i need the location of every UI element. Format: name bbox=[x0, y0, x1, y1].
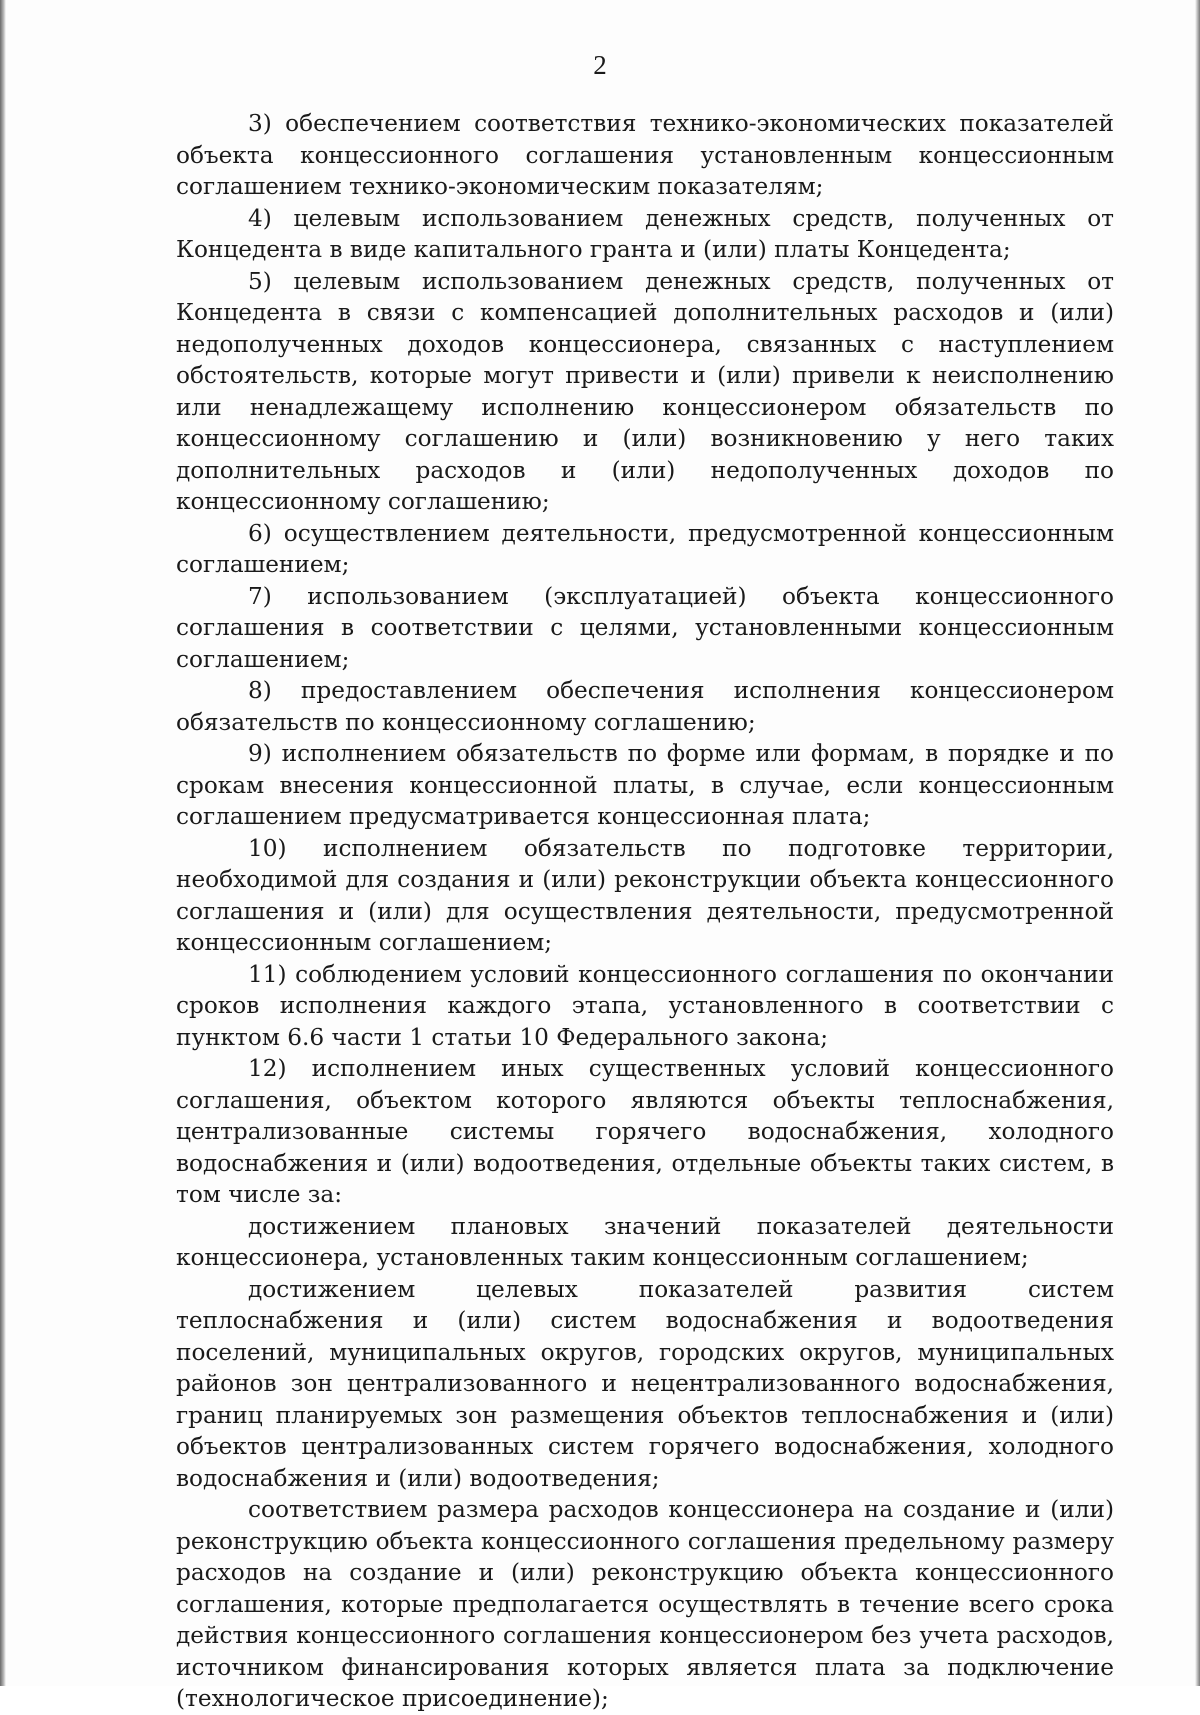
paragraph-item-8: 8) предоставлением обеспечения исполнения концессионером обязательств по концессионному соглашению; bbox=[176, 677, 1114, 736]
document-body bbox=[176, 108, 1114, 1715]
paragraph-item-9: 9) исполнением обязательств по форме или формам, в порядке и по срокам внесения концессионной платы, в случае, если концессионным соглашением предусматривается концессионная плата; bbox=[176, 740, 1114, 830]
paragraph-subitem-target-indicators: достижением целевых показателей развития систем теплоснабжения и (или) систем водоснабжения и водоотведения поселений, муниципальных округов, городских округов, муниципальных районов зон централизованного и нецентрализованного водоснабжения, границ планируемых зон размещения объектов теплоснабжения и (или) объектов централизованных систем горячего водоснабжения, холодного водоснабжения и (или) водоотведения; bbox=[176, 1275, 1114, 1492]
paragraph-item-6: 6) осуществлением деятельности, предусмотренной концессионным соглашением; bbox=[176, 519, 1114, 578]
paragraph-item-12: 12) исполнением иных существенных условий концессионного соглашения, объектом которого являются объекты теплоснабжения, централизованные системы горячего водоснабжения, холодного водоснабжения и (или) водоотведения, отдельные объекты таких систем, в том числе за: bbox=[176, 1055, 1114, 1208]
paragraph-item-11: 11) соблюдением условий концессионного соглашения по окончании сроков исполнения каждого этапа, установленного в соответствии с пунктом 6.6 части 1 статьи 10 Федерального закона; bbox=[176, 960, 1114, 1051]
paragraph-item-4: 4) целевым использованием денежных средств, полученных от Концедента в виде капитального гранта и (или) платы Концедента; bbox=[176, 204, 1114, 263]
paragraph-subitem-expense-limit: соответствием размера расходов концессионера на создание и (или) реконструкцию объекта концессионного соглашения предельному размеру расходов на создание и (или) реконструкцию объекта концессионного соглашения, которые предполагается осуществлять в течение всего срока действия концессионного соглашения концессионером без учета расходов, источником финансирования которых является плата за подключение (технологическое присоединение); bbox=[176, 1496, 1114, 1712]
paragraph-item-5: 5) целевым использованием денежных средств, полученных от Концедента в связи с компенсацией дополнительных расходов и (или) недополученных доходов концессионера, связанных с наступлением обстоятельств, которые могут привести и (или) привели к неисполнению или ненадлежащему исполнению концессионером обязательств по концессионному соглашению и (или) возникновению у него таких дополнительных расходов и (или) недополученных доходов по концессионному соглашению; bbox=[176, 267, 1114, 515]
page-number: 2 bbox=[593, 50, 607, 80]
paragraph-subitem-planned-values: достижением плановых значений показателей деятельности концессионера, установленных таким концессионным соглашением; bbox=[176, 1212, 1114, 1271]
paragraph-item-3: 3) обеспечением соответствия технико-экономических показателей объекта концессионного соглашения установленным концессионным соглашением технико-экономическим показателям; bbox=[176, 110, 1114, 200]
paragraph-item-10: 10) исполнением обязательств по подготовке территории, необходимой для создания и (или) реконструкции объекта концессионного соглашения и (или) для осуществления деятельности, предусмотренной концессионным соглашением; bbox=[176, 834, 1114, 956]
scan-edge-left bbox=[0, 0, 6, 1686]
scan-edge-right bbox=[1195, 0, 1200, 1686]
paragraph-item-7: 7) использованием (эксплуатацией) объекта концессионного соглашения в соответствии с целями, установленными концессионным соглашением; bbox=[176, 582, 1114, 673]
